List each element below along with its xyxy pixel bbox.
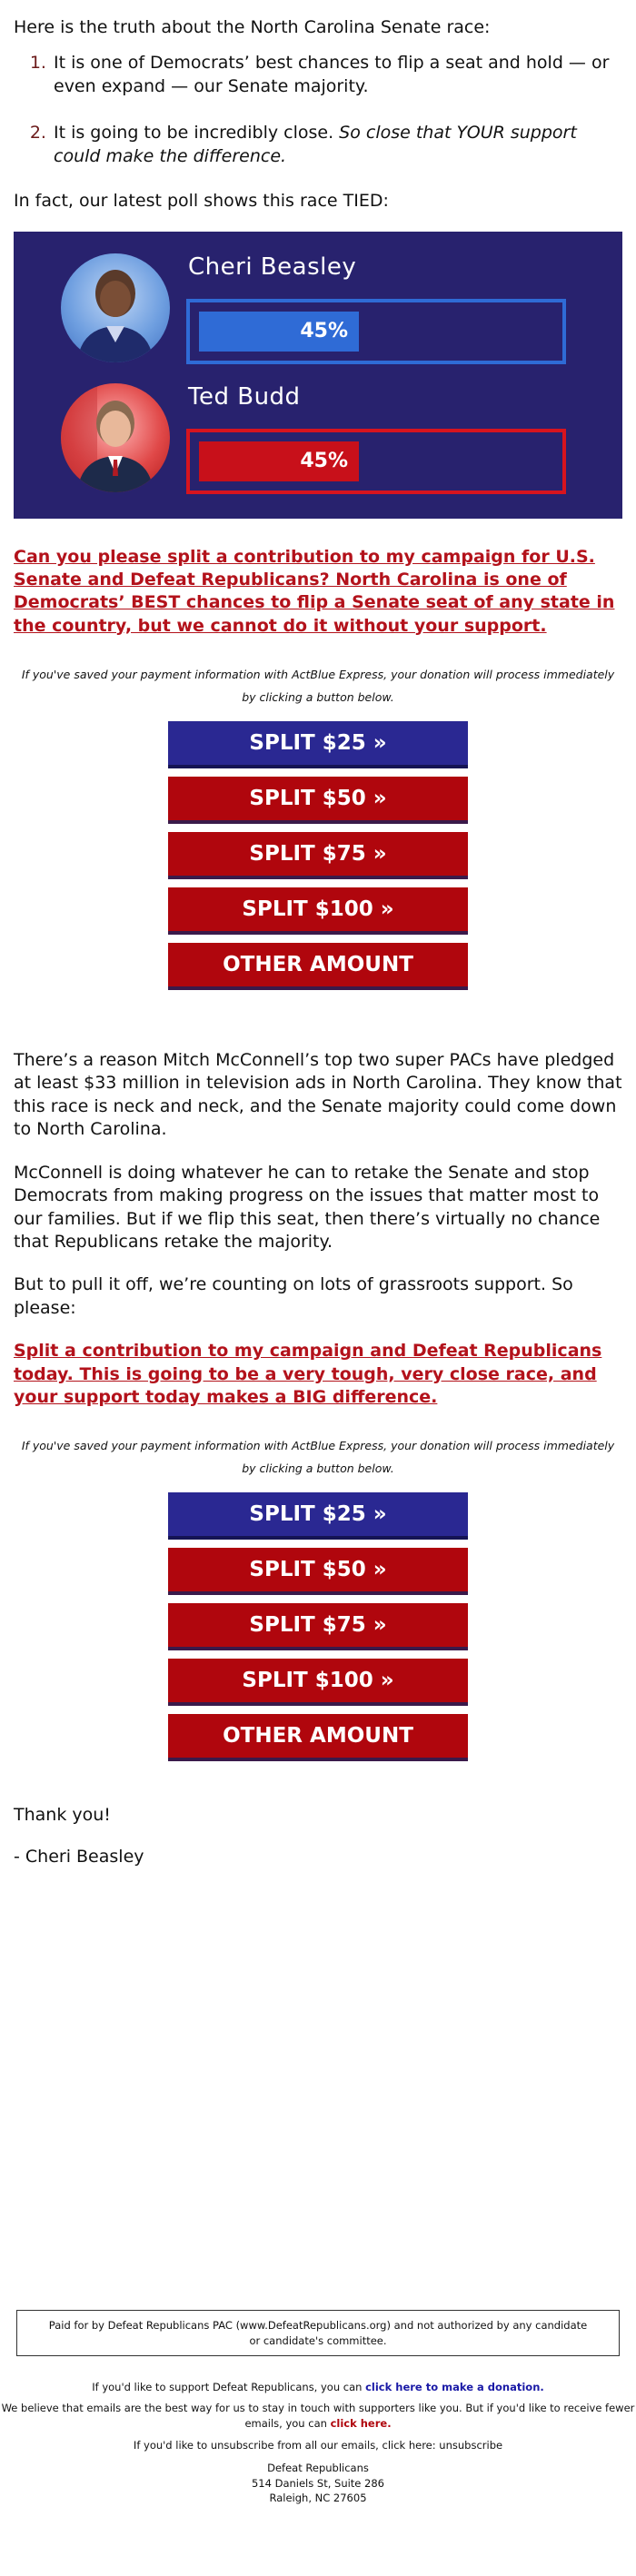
other-amount-button[interactable]: OTHER AMOUNT: [168, 943, 468, 990]
intro-text: Here is the truth about the North Carolina Senate race:: [14, 17, 491, 37]
key-point-text: It is going to be incredibly close.: [54, 123, 340, 144]
beasley-photo: [61, 253, 170, 362]
email-footer: [0, 2310, 636, 2506]
split-75-button[interactable]: SPLIT $75 »: [168, 1603, 468, 1650]
split-25-button[interactable]: SPLIT $25 »: [168, 1492, 468, 1540]
donation-buttons-1: [14, 721, 622, 998]
candidate-name: Cheri Beasley: [188, 253, 357, 281]
fewer-emails-line: [0, 2401, 636, 2431]
appeal-link-1[interactable]: Can you please split a contribution to my campaign for U.S. Senate and Defeat Republicans? North Carolina is one of Democrats’ BEST chances to flip a Senate seat of any state in the country, but we cannot do it without your support.: [14, 546, 615, 636]
closing-text: Thank you!: [14, 1805, 111, 1826]
key-points-list: [14, 52, 622, 168]
address-line-1: 514 Daniels St, Suite 286: [251, 2476, 384, 2490]
donation-buttons-2: [14, 1492, 622, 1769]
paid-for-disclaimer: Paid for by Defeat Republicans PAC (www.DefeatRepublicans.org) and not authorized by any candidate or candidate's committee.: [16, 2310, 620, 2356]
unsubscribe-text: If you'd like to unsubscribe from all our emails, click here:: [133, 2439, 440, 2452]
unsubscribe-link[interactable]: unsubscribe: [439, 2439, 503, 2452]
poll-bar-frame: [186, 429, 566, 494]
fewer-emails-link[interactable]: click here.: [330, 2416, 392, 2430]
key-point-2: [52, 122, 622, 168]
poll-intro-text: In fact, our latest poll shows this race TIED:: [14, 191, 389, 212]
donate-line-text: If you'd like to support Defeat Republicans, you can: [92, 2381, 366, 2394]
split-100-button[interactable]: SPLIT $100 »: [168, 1659, 468, 1706]
actblue-express-note: If you've saved your payment information with ActBlue Express, your donation will process immediately by clicking a button below.: [21, 1439, 615, 1476]
body-paragraph-1: There’s a reason Mitch McConnell’s top two super PACs have pledged at least $33 million in television ads in North Carolina. They know that this race is neck and neck, and the Senate majority could come down to North Carolina.: [14, 1049, 622, 1140]
candidate-budd: [61, 380, 597, 496]
unsubscribe-line: [0, 2438, 636, 2453]
split-50-button[interactable]: SPLIT $50 »: [168, 1548, 468, 1595]
fewer-emails-text: We believe that emails are the best way for us to stay in touch with supporters like you. But if you'd like to receive fewer emails, you can: [1, 2402, 635, 2430]
split-50-button[interactable]: SPLIT $50 »: [168, 777, 468, 824]
budd-photo: [61, 383, 170, 492]
body-paragraph-2: McConnell is doing whatever he can to retake the Senate and stop Democrats from making progress on the issues that matter most to our families. But if we flip this seat, then there’s virtually no chance that Republicans retake the majority.: [14, 1162, 601, 1252]
poll-bar-budd: 45%: [199, 441, 359, 481]
split-25-button[interactable]: SPLIT $25 »: [168, 721, 468, 768]
actblue-express-note: If you've saved your payment information with ActBlue Express, your donation will process immediately by clicking a button below.: [21, 667, 615, 704]
signature: - Cheri Beasley: [14, 1846, 144, 1867]
poll-graphic: [14, 232, 622, 519]
key-point-emphasis: So close that YOUR support could make the difference.: [54, 123, 577, 166]
candidate-beasley: [61, 250, 597, 366]
candidate-name: Ted Budd: [188, 382, 301, 411]
other-amount-button[interactable]: OTHER AMOUNT: [168, 1714, 468, 1761]
key-point-1: [52, 52, 622, 98]
address-line-2: Raleigh, NC 27605: [269, 2492, 367, 2505]
appeal-link-2[interactable]: Split a contribution to my campaign and Defeat Republicans today. This is going to be a very tough, very close race, and your support today makes a BIG difference.: [14, 1341, 602, 1407]
org-name: Defeat Republicans: [267, 2462, 369, 2475]
split-100-button[interactable]: SPLIT $100 »: [168, 887, 468, 935]
donate-line: [0, 2380, 636, 2395]
poll-bar-beasley: 45%: [199, 312, 359, 352]
poll-bar-frame: [186, 299, 566, 364]
split-75-button[interactable]: SPLIT $75 »: [168, 832, 468, 879]
donate-link[interactable]: click here to make a donation.: [365, 2381, 544, 2394]
key-point-text: It is one of Democrats’ best chances to flip a seat and hold — or even expand — our Senate majority.: [54, 53, 610, 96]
body-paragraph-3: But to pull it off, we’re counting on lots of grassroots support. So please:: [14, 1274, 573, 1318]
